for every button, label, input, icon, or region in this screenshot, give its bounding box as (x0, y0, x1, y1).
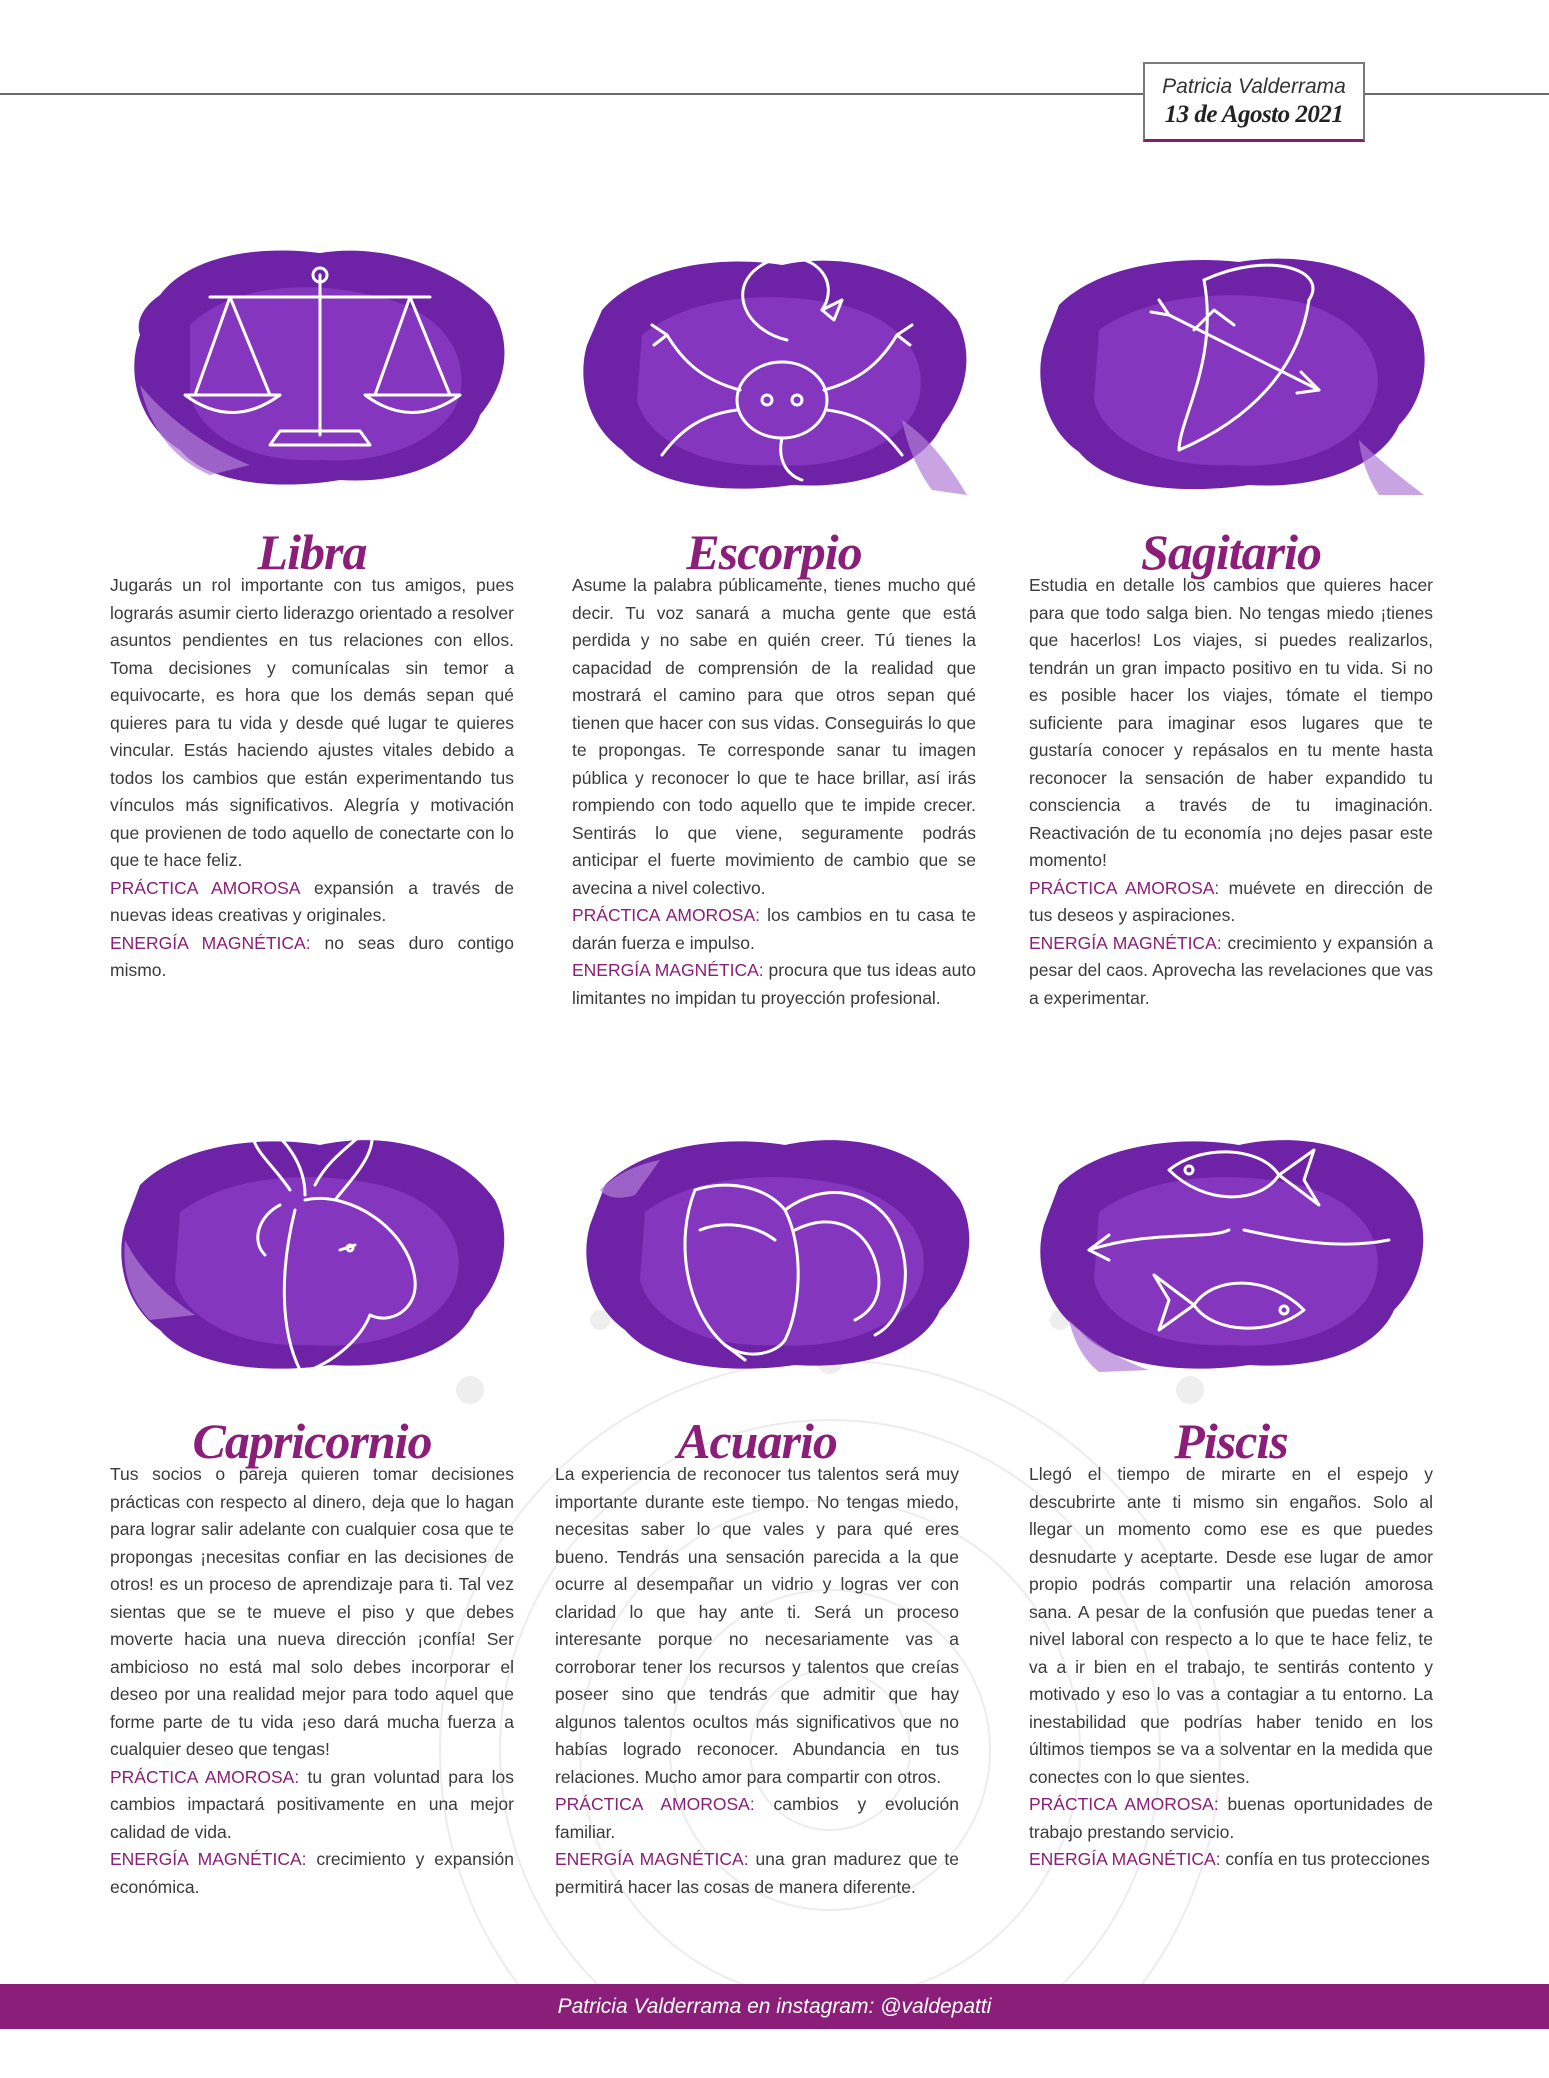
magnetic-energy-text: no seas duro contigo mismo. (110, 932, 515, 980)
love-practice-label: PRÁCTICA AMOROSA: (1029, 1794, 1219, 1814)
sagitario-watercolor-blob (1029, 240, 1439, 502)
sign-horoscope: La experiencia de reconocer tus talentos será muy importante durante este tiempo. No tengas miedo, necesitas saber lo que vales y para qué eres bueno. Tendrás una sensación parecida a la que ocurre al desempañar un vidrio y logras ver con claridad lo que hay ante ti. Será un proceso interesante porque no necesariamente vas a corroborar tener los recursos y talentos que creías poseer sino que tendrás que admitir que hay algunos talentos ocultos más significativos que no habías logrado reconocer. Abundancia en tus relaciones. Mucho amor para compartir con otros. (555, 1464, 959, 1787)
magnetic-energy-label: ENERGÍA MAGNÉTICA: (110, 932, 311, 953)
sign-text (572, 572, 976, 1012)
magnetic-energy-label: ENERGÍA MAGNÉTICA: (1029, 1849, 1221, 1869)
header-author: Patricia Valderrama (1162, 75, 1346, 98)
sign-text (555, 1461, 959, 1901)
acuario-watercolor-blob (575, 1120, 985, 1382)
love-practice-label: PRÁCTICA AMOROSA: (572, 905, 761, 925)
header-box (1143, 62, 1365, 142)
sign-horoscope: Estudia en detalle los cambios que quieres hacer para que todo salga bien. No tengas miedo ¡tienes que hacerlos! Los viajes, si puedes realizarlos, tendrán un gran impacto positivo en tu vida. Si no es posible hacer los viajes, tómate el tiempo suficiente para imaginar esos lugares que te gustaría conocer y repásalos en tu mente hasta reconocer la sensación de haber expandido tu consciencia a través de tu imaginación. Reactivación de tu economía ¡no dejes pasar este momento! (1029, 575, 1433, 870)
sign-title: Escorpio (686, 524, 862, 580)
sign-title: Libra (257, 524, 367, 580)
love-practice-text: muévete en dirección de tus deseos y aspiraciones. (1029, 877, 1433, 925)
sign-title: Sagitario (1141, 524, 1321, 580)
love-practice-label: PRÁCTICA AMOROSA: (1029, 877, 1220, 898)
sign-horoscope: Llegó el tiempo de mirarte en el espejo y descubrirte ante ti mismo sin engaños. Solo al llegar un momento como ese es que puedes desnudarte y aceptarte. Desde ese lugar de amor propio podrás compartir una relación amorosa sana. A pesar de la confusión que puedas tener a nivel laboral con respecto a lo que te hace feliz, te va a ir bien en el trabajo, te sentirás contento y motivado y eso lo vas a contagiar a tu entorno. La inestabilidad que podrías haber tenido en los últimos tiempos se va a solventar en la medida que conectes con lo que sientes. (1029, 1464, 1433, 1787)
sign-title: Piscis (1174, 1413, 1288, 1469)
magnetic-energy-label: ENERGÍA MAGNÉTICA: (572, 960, 764, 980)
sign-text (110, 1461, 514, 1901)
sign-title: Acuario (677, 1413, 837, 1469)
header-date: 13 de Agosto 2021 (1164, 101, 1344, 128)
sign-horoscope: Tus socios o pareja quieren tomar decisiones prácticas con respecto al dinero, deja que lo hagan para lograr salir adelante con cualquier cosa que te propongas ¡necesitas confiar en las decisiones de otros! es un proceso de aprendizaje para ti. Tal vez sientas que se te mueve el piso y que debes moverte hacia una nueva dirección ¡confía! Ser ambicioso no está mal solo debes incorporar el deseo por una realidad mejor para todo aquel que forme parte de tu vida ¡eso dará mucha fuerza a cualquier deseo que tengas! (110, 1464, 514, 1759)
sign-horoscope: Jugarás un rol importante con tus amigos, pues lograrás asumir cierto liderazgo orientado a resolver asuntos pendientes en tus relaciones con ellos. Toma decisiones y comunícalas sin temor a equivocarte, es hora que los demás sepan qué quieres para tu vida y desde qué lugar te quieres vincular. Estás haciendo ajustes vitales debido a todos los cambios que están experimentando tus vínculos más significativos. Alegría y motivación que provienen de todo aquello de conectarte con lo que te hace feliz. (110, 575, 514, 870)
magnetic-energy-label: ENERGÍA MAGNÉTICA: (110, 1849, 307, 1869)
footer-instagram: Patricia Valderrama en instagram: @valdepatti (0, 1984, 1549, 2029)
sign-title: Capricornio (192, 1413, 432, 1469)
love-practice-label: PRÁCTICA AMOROSA (110, 877, 300, 898)
magnetic-energy-text: crecimiento y expansión económica. (110, 1849, 514, 1897)
magnetic-energy-text: procura que tus ideas auto limitantes no impidan tu proyección profesional. (572, 960, 976, 1008)
sign-text (1029, 1461, 1433, 1874)
escorpio-watercolor-blob (572, 240, 982, 502)
love-practice-text: expansión a través de nuevas ideas creativas y originales. (110, 877, 515, 925)
magnetic-energy-text: crecimiento y expansión a pesar del caos. Aprovecha las revelaciones que vas a experimentar. (1029, 932, 1433, 1008)
love-practice-label: PRÁCTICA AMOROSA: (110, 1766, 300, 1787)
magnetic-energy-label: ENERGÍA MAGNÉTICA: (555, 1849, 749, 1869)
magnetic-energy-text: una gran madurez que te permitirá hacer las cosas de manera diferente. (555, 1849, 960, 1897)
libra-watercolor-blob (120, 235, 520, 497)
sign-horoscope: Asume la palabra públicamente, tienes mucho qué decir. Tu voz sanará a mucha gente que está perdida y no sabe en quién creer. Tú tienes la capacidad de comprensión de la realidad que mostrará el camino para que otros sepan qué tienen que hacer con sus vidas. Conseguirás lo que te propongas. Te corresponde sanar tu imagen pública y reconocer lo que te hace brillar, así irás rompiendo con todo aquello que te impide crecer. Sentirás lo que viene, seguramente podrás anticipar el fuerte movimiento de cambio que se avecina a nivel colectivo. (572, 575, 976, 898)
love-practice-text: tu gran voluntad para los cambios impactará positivamente en una mejor calidad de vida. (110, 1766, 514, 1842)
magnetic-energy-text: confía en tus protecciones (1220, 1849, 1430, 1869)
sign-text (1029, 572, 1433, 1012)
magnetic-energy-label: ENERGÍA MAGNÉTICA: (1029, 932, 1222, 953)
capricornio-watercolor-blob (110, 1120, 520, 1382)
love-practice-text: buenas oportunidades de trabajo prestando servicio. (1029, 1794, 1433, 1842)
love-practice-text: los cambios en tu casa te darán fuerza e impulso. (572, 905, 977, 953)
love-practice-label: PRÁCTICA AMOROSA: (555, 1794, 755, 1814)
love-practice-text: cambios y evolución familiar. (555, 1794, 959, 1842)
piscis-watercolor-blob (1029, 1120, 1439, 1382)
sign-text (110, 572, 514, 985)
